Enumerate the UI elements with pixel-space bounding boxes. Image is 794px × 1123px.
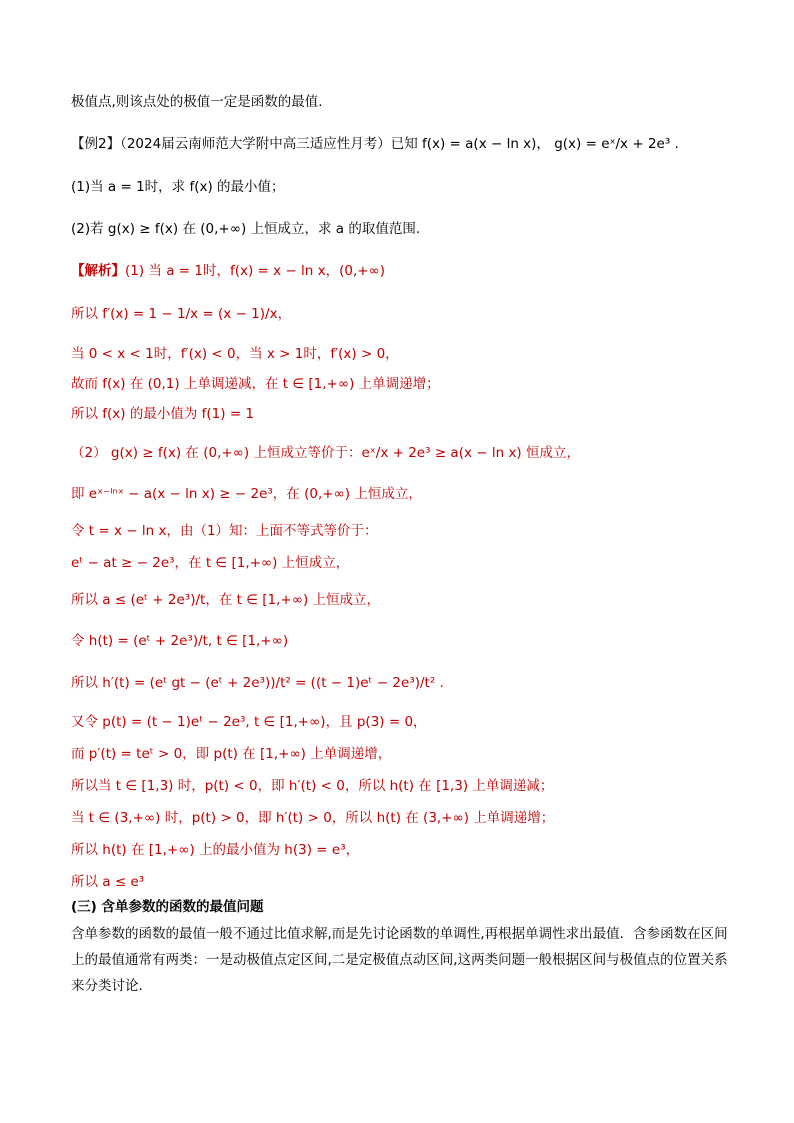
solution-line-21: 所以 h(t) 在 [1,+∞) 上的最小值为 h(3) = e³， [71, 842, 360, 858]
solution-line-15: 令 h(t) = (eᵗ + 2e³)/t, t ∈ [1,+∞) [71, 633, 289, 649]
section-heading: (三) 含单参数的函数的最值问题 [71, 899, 264, 915]
question-1: (1)当 a = 1时，求 f(x) 的最小值； [71, 179, 285, 195]
solution-line-17: 又令 p(t) = (t − 1)eᵗ − 2e³, t ∈ [1,+∞)，且 p(3) = 0， [71, 714, 427, 730]
example-title: 【例2】（2024届云南师范大学附中高三适应性月考）已知 f(x) = a(x − ln x)， g(x) = eˣ/x + 2e³ . [71, 136, 679, 152]
solution-line-7: 当 0 < x < 1时，f′(x) < 0，当 x > 1时，f′(x) > 0， [71, 346, 399, 362]
solution-line-16: 所以 h′(t) = (eᵗ gt − (eᵗ + 2e³))/t² = ((t − 1)eᵗ − 2e³)/t² . [71, 675, 444, 691]
solution-line-14: 所以 a ≤ (eᵗ + 2e³)/t，在 t ∈ [1,+∞) 上恒成立， [71, 592, 381, 608]
solution-line-12: 令 t = x − ln x，由（1）知：上面不等式等价于： [71, 523, 378, 539]
solution-line-22: 所以 a ≤ e³ [71, 874, 145, 890]
solution-label: 【解析】 [71, 263, 125, 279]
section-paragraph: 含单参数的函数的最值一般不通过比值求解,而是先讨论函数的单调性,再根据单调性求出最值．含参函数在区间上的最值通常有两类：一是动极值点定区间,二是定极值点动区间,这两类问题一般根据区间与极值点的位置关系来分类讨论． [71, 926, 728, 994]
solution-line-8: 故而 f(x) 在 (0,1) 上单调递减，在 t ∈ [1,+∞) 上单调递增； [71, 376, 440, 392]
solution-line-19: 所以当 t ∈ [1,3) 时，p(t) < 0，即 h′(t) < 0，所以 h(t) 在 [1,3) 上单调递减； [71, 778, 554, 794]
solution-line-11: 即 eˣ⁻ˡⁿˣ − a(x − ln x) ≥ − 2e³，在 (0,+∞) 上恒成立， [71, 486, 422, 502]
solution-line-13: eᵗ − at ≥ − 2e³，在 t ∈ [1,+∞) 上恒成立， [71, 555, 350, 571]
solution-line-20: 当 t ∈ (3,+∞) 时，p(t) > 0，即 h′(t) > 0，所以 h(t) 在 (3,+∞) 上单调递增； [71, 810, 555, 826]
solution-line-6: 所以 f′(x) = 1 − 1/x = (x − 1)/x， [71, 306, 292, 322]
solution-start [71, 261, 385, 281]
question-2: (2)若 g(x) ≥ f(x) 在 (0,+∞) 上恒成立，求 a 的取值范围. [71, 221, 421, 237]
solution-line-10: （2） g(x) ≥ f(x) 在 (0,+∞) 上恒成立等价于：eˣ/x + 2e³ ≥ a(x − ln x) 恒成立， [71, 445, 580, 461]
solution-part-1: (1) 当 a = 1时，f(x) = x − ln x，(0,+∞) [125, 263, 386, 279]
solution-line-18: 而 p′(t) = teᵗ > 0，即 p(t) 在 [1,+∞) 上单调递增， [71, 746, 392, 762]
text-line-1: 极值点,则该点处的极值一定是函数的最值. [71, 94, 323, 110]
solution-line-9: 所以 f(x) 的最小值为 f(1) = 1 [71, 406, 255, 422]
